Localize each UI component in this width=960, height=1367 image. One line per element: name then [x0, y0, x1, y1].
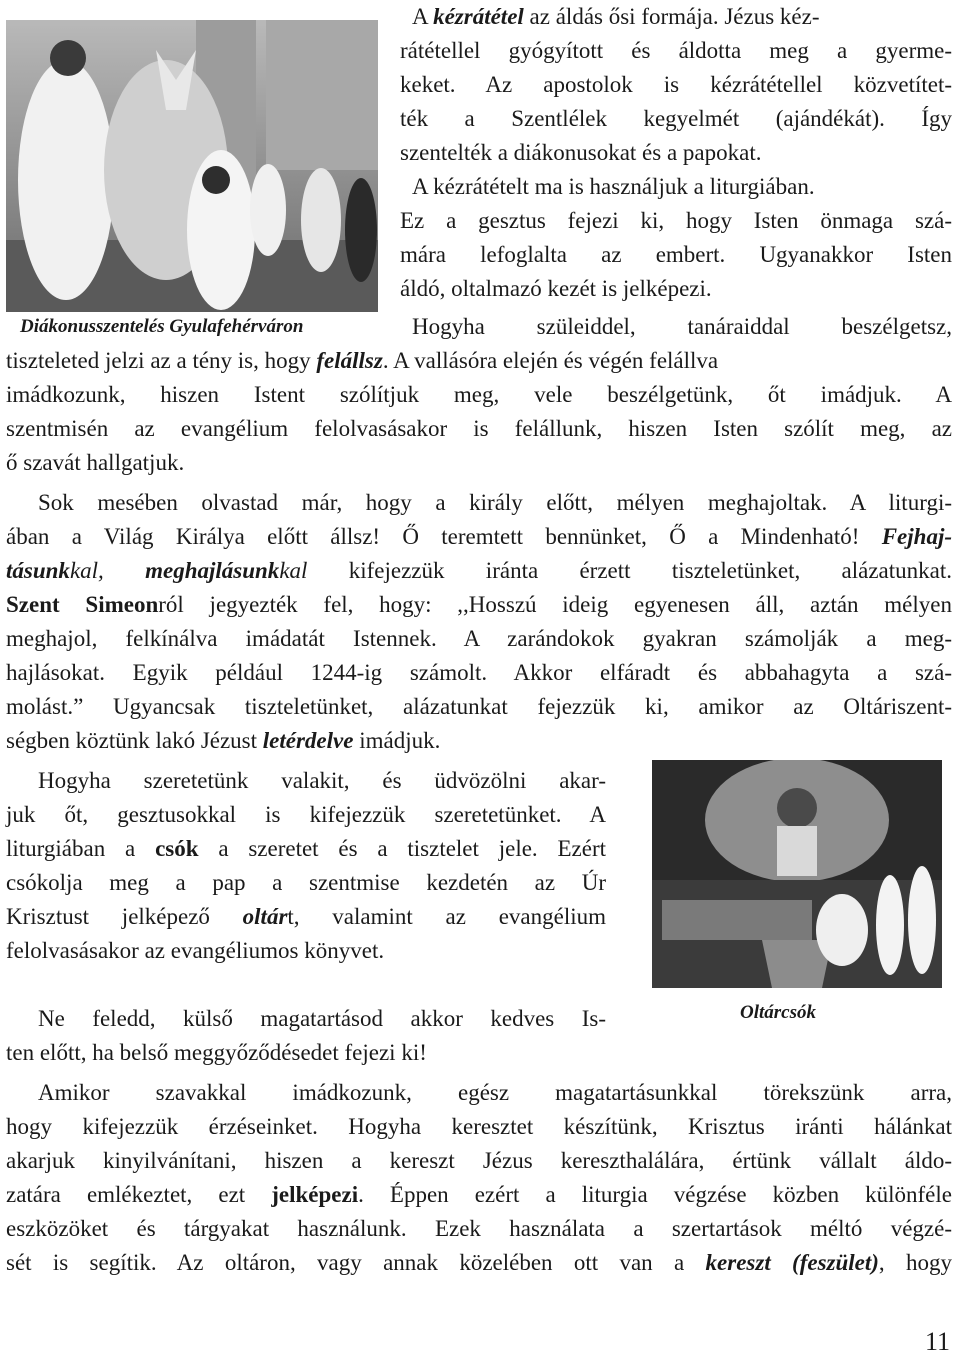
text-line: rátétellel gyógyított és áldotta meg a gyerme- — [400, 38, 952, 63]
text-line: meghajol, felkínálva imádatát Istennek. A zarándokok gyakran számolják a meg- — [6, 626, 952, 651]
text-line: szentmisén az evangélium felolvasásakor is felállunk, hiszen Isten szólít meg, az — [6, 416, 952, 441]
text-line: mára lefoglalta az embert. Ugyanakkor Isten — [400, 242, 952, 267]
text-line: ték a Szentlélek kegyelmét (ajándékát). Így — [400, 106, 952, 131]
text-line: áldó, oltalmazó kezét is jelképezi. — [400, 276, 712, 301]
text-line: liturgiában a csók a szeretet és a tisztelet jele. Ezért — [6, 836, 606, 861]
text-line: hogy kifejezzük érzéseinket. Hogyha keresztet készítünk, Krisztus iránti hálánkat — [6, 1114, 952, 1139]
text-line: A kézrátételt ma is használjuk a liturgiában. — [412, 174, 815, 199]
text-line: tásunkkal, meghajlásunkkal kifejezzük iránta érzett tiszteletünket, alázatunkat. — [6, 558, 952, 583]
altar-kiss-photo-image — [652, 760, 942, 988]
text-line: Amikor szavakkal imádkozunk, egész magatartásunkkal törekszünk arra, — [38, 1080, 952, 1105]
text-line: Ne feledd, külső magatartásod akkor kedves Is- — [38, 1006, 606, 1031]
text-line: csókolja meg a pap a szentmise kezdetén az Úr — [6, 870, 606, 895]
ordination-photo-image — [6, 20, 378, 312]
text-line: eszközöket és tárgyakat használunk. Ezek használata a szertartások méltó végzé- — [6, 1216, 952, 1241]
text-line: zatára emlékeztet, ezt jelképezi. Éppen ezért a liturgia végzése közben különféle — [6, 1182, 952, 1207]
text-line: akarjuk kinyilvánítani, hiszen a kereszt Jézus kereszthalálára, értünk vállalt áldo- — [6, 1148, 952, 1173]
text-line: Ez a gesztus fejezi ki, hogy Isten önmaga szá- — [400, 208, 952, 233]
text-line: ségben köztünk lakó Jézust letérdelve imádjuk. — [6, 728, 441, 753]
text-line: Szent Simeonról jegyezték fel, hogy: ,,Hosszú ideig egyenesen áll, aztán mélyen — [6, 592, 952, 617]
text-line: Krisztust jelképező oltárt, valamint az evangélium — [6, 904, 606, 929]
text-line: juk őt, gesztusokkal is kifejezzük szeretetünket. A — [6, 802, 606, 827]
altar-kiss-photo-caption: Oltárcsók — [740, 1002, 816, 1023]
text-line: A kézrátétel az áldás ősi formája. Jézus kéz- — [412, 4, 820, 29]
text-line: felolvasásakor az evangéliumos könyvet. — [6, 938, 385, 963]
text-line: ő szavát hallgatjuk. — [6, 450, 185, 475]
page-number: 11 — [924, 1327, 950, 1356]
text-line: Hogyha szeretetünk valakit, és üdvözölni akar- — [38, 768, 606, 793]
text-line: ten előtt, ha belső meggyőződésedet fejezi ki! — [6, 1040, 427, 1065]
text-line: tiszteleted jelzi az a tény is, hogy felállsz. A vallásóra elején és végén felállva — [6, 348, 719, 373]
text-line: molást.” Ugyancsak tiszteletünket, alázatunkat fejezzük ki, amikor az Oltáriszent- — [6, 694, 952, 719]
text-line: szentelték a diákonusokat és a papokat. — [400, 140, 762, 165]
altar-kiss-photo — [652, 760, 942, 988]
ordination-photo — [6, 20, 378, 312]
text-line: Hogyha szüleiddel, tanáraiddal beszélgetsz, — [412, 314, 952, 339]
text-line: Sok mesében olvastad már, hogy a király előtt, mélyen meghajoltak. A liturgi- — [38, 490, 952, 515]
text-line: keket. Az apostolok is kézrátétellel közvetítet- — [400, 72, 952, 97]
text-line: ában a Világ Királya előtt állsz! Ő teremtett bennünket, Ő a Mindenható! Fejhaj- — [6, 524, 952, 549]
ordination-photo-caption: Diákonusszentelés Gyulafehérváron — [20, 316, 304, 337]
text-line: sét is segítik. Az oltáron, vagy annak közelében ott van a kereszt (feszület), hogy — [6, 1250, 952, 1275]
text-line: hajlásokat. Egyik például 1244-ig számolt. Akkor elfáradt és abbahagyta a szá- — [6, 660, 952, 685]
text-line: imádkozunk, hiszen Istent szólítjuk meg, vele beszélgetünk, őt imádjuk. A — [6, 382, 952, 407]
